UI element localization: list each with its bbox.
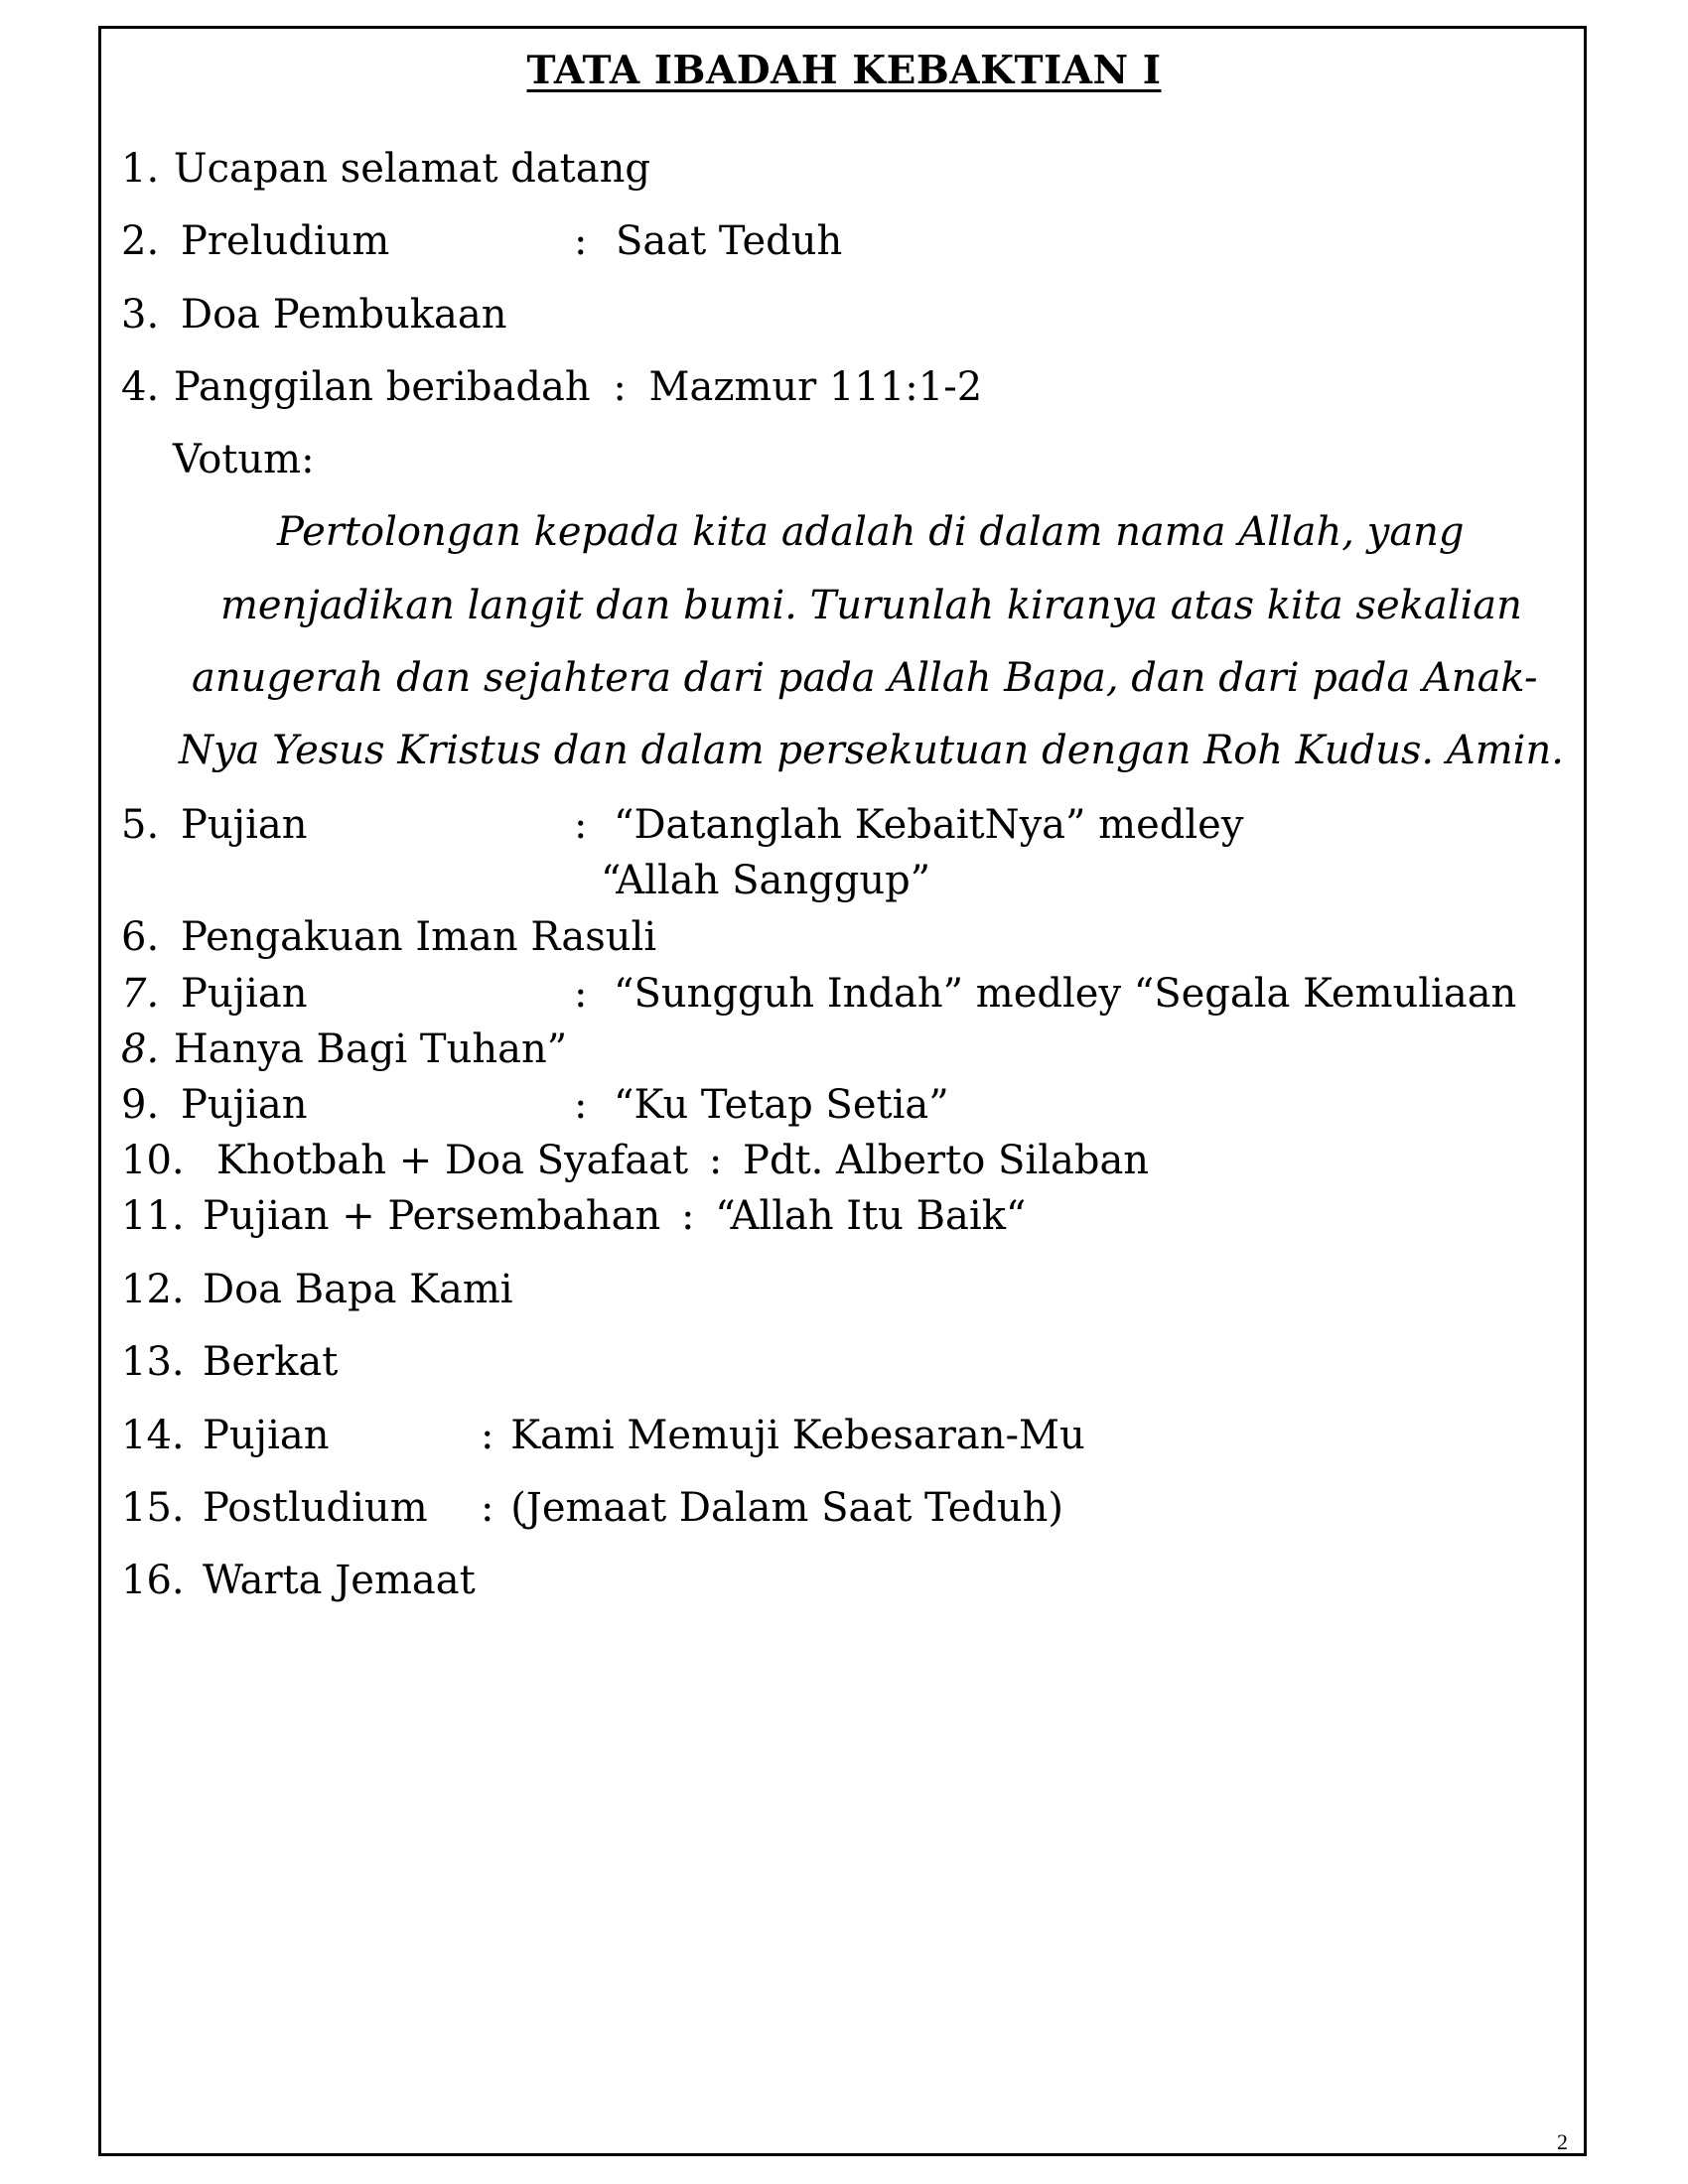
item-label: Pujian xyxy=(181,802,308,848)
item-number: 7. xyxy=(121,971,160,1017)
item-number: 13. xyxy=(121,1339,185,1385)
item-value-continued: “Allah Sanggup” xyxy=(601,858,931,903)
item-value: Pdt. Alberto Silaban xyxy=(743,1138,1150,1183)
item-number: 9. xyxy=(121,1082,160,1128)
document-title: TATA IBADAH KEBAKTIAN I xyxy=(526,48,1162,93)
item-value: (Jemaat Dalam Saat Teduh) xyxy=(510,1485,1063,1531)
votum-label: Votum: xyxy=(173,437,315,482)
list-item-14-value xyxy=(481,1413,1085,1458)
votum-text-line-2: menjadikan langit dan bumi. Turunlah kiranya atas kita sekalian xyxy=(220,583,1522,628)
item-value: Mazmur 111:1-2 xyxy=(648,364,983,410)
item-number: 6. xyxy=(121,914,160,960)
item-label: Berkat xyxy=(203,1339,339,1385)
votum-text-line-3: anugerah dan sejahtera dari pada Allah Bapa, dan dari pada Anak- xyxy=(192,655,1538,701)
item-value: “Ku Tetap Setia” xyxy=(614,1082,949,1128)
item-label: Pujian xyxy=(181,1082,308,1128)
list-item-10 xyxy=(121,1138,185,1183)
list-item-6 xyxy=(121,914,160,960)
votum-text-line-4: Nya Yesus Kristus dan dalam persekutuan dengan Roh Kudus. Amin. xyxy=(179,728,1564,773)
item-label: Panggilan beribadah xyxy=(173,364,591,410)
item-value: Kami Memuji Kebesaran-Mu xyxy=(510,1413,1085,1458)
item-number: 12. xyxy=(121,1267,185,1312)
list-item-14 xyxy=(121,1413,185,1458)
item-separator: : xyxy=(574,218,588,264)
list-item-15-value xyxy=(481,1485,1063,1531)
item-label: Pujian xyxy=(203,1413,330,1458)
item-number: 5. xyxy=(121,802,160,848)
item-number: 14. xyxy=(121,1413,185,1458)
list-item-16 xyxy=(121,1558,185,1603)
item-separator: : xyxy=(613,364,627,410)
list-item-12 xyxy=(121,1267,185,1312)
item-label: Postludium xyxy=(203,1485,428,1531)
item-number: 15. xyxy=(121,1485,185,1531)
list-item-13 xyxy=(121,1339,185,1385)
item-separator: : xyxy=(574,1082,588,1128)
list-item-7 xyxy=(121,971,160,1017)
item-label: Khotbah + Doa Syafaat xyxy=(216,1138,689,1183)
item-number: 8. xyxy=(121,1026,160,1072)
item-number: 10. xyxy=(121,1138,185,1183)
item-label: Preludium xyxy=(181,218,390,264)
item-number: 2. xyxy=(121,218,160,264)
list-item-11-text xyxy=(203,1193,1027,1239)
item-number: 16. xyxy=(121,1558,185,1603)
list-item-2 xyxy=(121,218,160,264)
list-item-1 xyxy=(121,146,650,192)
item-separator: : xyxy=(681,1193,695,1239)
page-number: 2 xyxy=(1557,2129,1568,2154)
item-number: 1. xyxy=(121,146,160,192)
item-label: Pujian xyxy=(181,971,308,1017)
list-item-9 xyxy=(121,1082,160,1128)
item-label: Pujian + Persembahan xyxy=(203,1193,661,1239)
item-separator: : xyxy=(574,971,588,1017)
votum-text-line-1: Pertolongan kepada kita adalah di dalam nama Allah, yang xyxy=(277,509,1465,555)
item-separator: : xyxy=(481,1413,494,1458)
item-value: Saat Teduh xyxy=(616,218,843,264)
item-separator: : xyxy=(481,1485,494,1531)
item-number: 11. xyxy=(121,1193,185,1239)
item-label: Ucapan selamat datang xyxy=(173,146,650,192)
list-item-10-text xyxy=(216,1138,1150,1183)
item-separator: : xyxy=(708,1138,723,1183)
list-item-5 xyxy=(121,802,160,848)
item-value: “Datanglah KebaitNya” medley xyxy=(614,802,1244,848)
list-item-11 xyxy=(121,1193,185,1239)
item-label: Doa Bapa Kami xyxy=(203,1267,513,1312)
list-item-3 xyxy=(121,292,160,338)
list-item-8 xyxy=(121,1026,568,1072)
item-separator: : xyxy=(574,802,588,848)
list-item-4 xyxy=(121,364,983,410)
item-value: “Allah Itu Baik“ xyxy=(715,1193,1027,1239)
item-value: “Sungguh Indah” medley “Segala Kemuliaan xyxy=(614,971,1517,1017)
list-item-15 xyxy=(121,1485,185,1531)
item-label: Doa Pembukaan xyxy=(181,292,507,338)
item-number: 4. xyxy=(121,364,160,410)
item-number: 3. xyxy=(121,292,160,338)
item-label: Hanya Bagi Tuhan” xyxy=(173,1026,568,1072)
item-label: Warta Jemaat xyxy=(203,1558,476,1603)
item-label: Pengakuan Iman Rasuli xyxy=(181,914,657,960)
